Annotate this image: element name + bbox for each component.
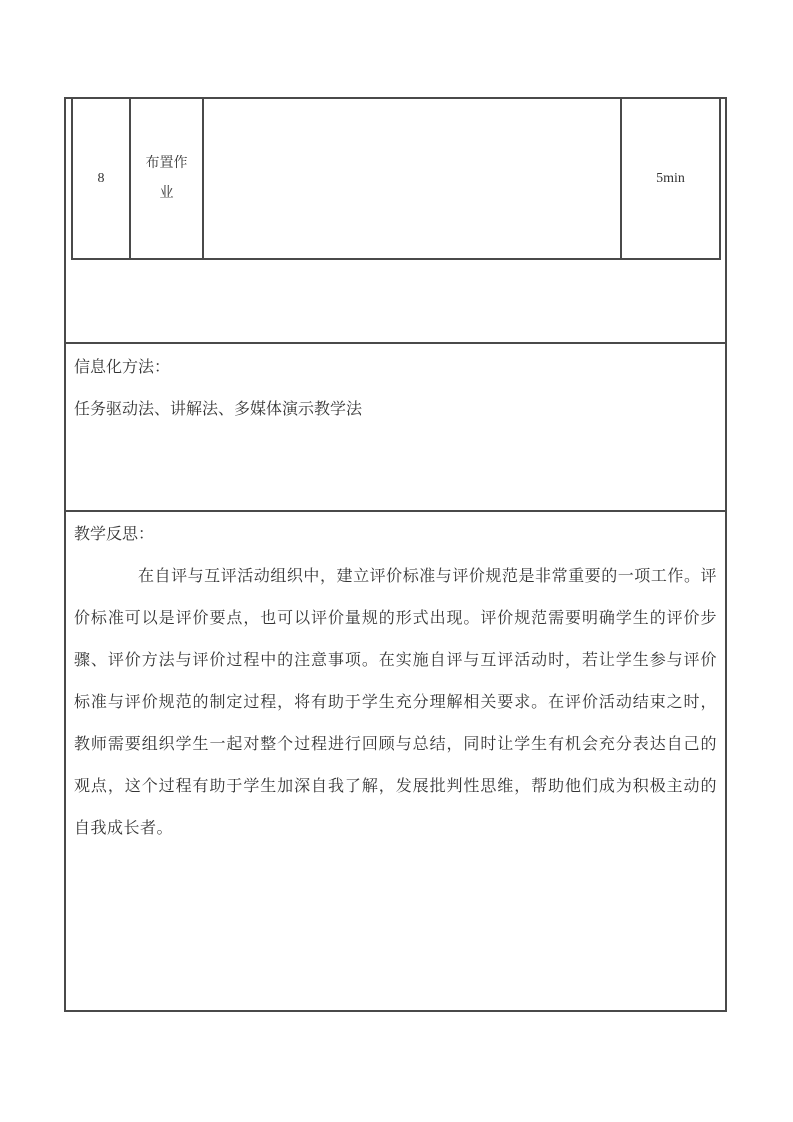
- reflection-label: 教学反思：: [74, 526, 155, 543]
- reflection-paragraph: 在自评与互评活动组织中，建立评价标准与评价规范是非常重要的一项工作。评价标准可以是评价要点，也可以评价量规的形式出现。评价规范需要明确学生的评价步骤、评价方法与评价过程中的注意事项。在实施自评与互评活动时，若让学生参与评价标准与评价规范的制定过程，将有助于学生充分理解相关要求。在评价活动结束之时，教师需要组织学生一起对整个过程进行回顾与总结，同时让学生有机会充分表达自己的观点，这个过程有助于学生加深自我了解，发展批判性思维，帮助他们成为积极主动的自我成长者。: [74, 568, 717, 837]
- schedule-content-cell: [204, 99, 622, 258]
- schedule-activity: 布置作业: [131, 99, 204, 258]
- info-methods-section: [66, 344, 725, 512]
- schedule-table: [71, 99, 721, 260]
- schedule-row-section: [66, 99, 725, 344]
- schedule-duration: 5min: [656, 170, 685, 186]
- reflection-section: [66, 512, 725, 1010]
- lesson-plan-sheet: [64, 97, 727, 1012]
- schedule-step-number: 8: [73, 99, 131, 258]
- info-methods-content: 任务驱动法、讲解法、多媒体演示教学法: [74, 401, 363, 418]
- info-methods-label: 信息化方法：: [74, 359, 171, 376]
